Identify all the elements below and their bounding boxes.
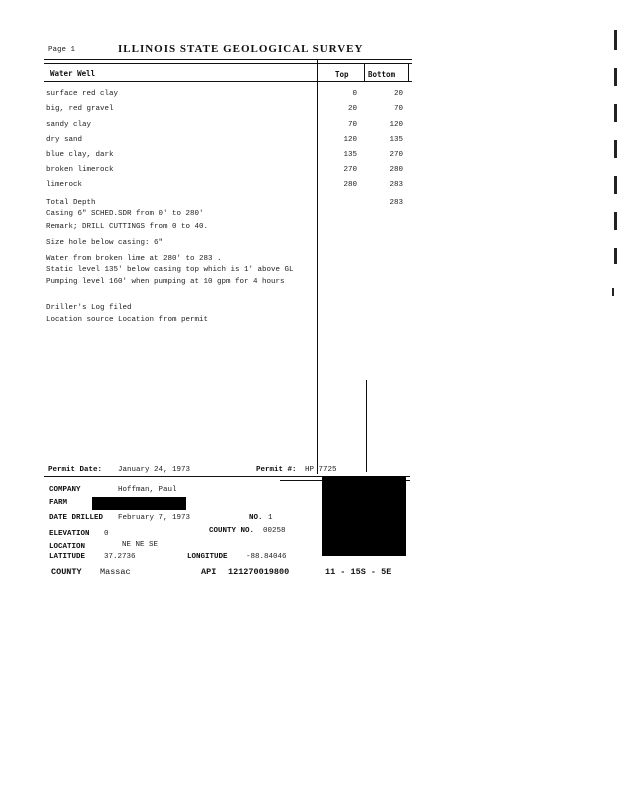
document-title: ILLINOIS STATE GEOLOGICAL SURVEY [118,43,364,55]
cuttings-note: Remark; DRILL CUTTINGS from 0 to 40. [46,223,209,231]
permit-date: January 24, 1973 [118,466,191,474]
column-header-top: Top [335,70,349,79]
strata-description: big, red gravel [46,105,114,113]
page-number: Page 1 [48,46,76,54]
latitude-value: 37.2736 [104,553,136,561]
location-label: LOCATION [49,543,86,551]
column-divider-mid [364,64,365,82]
elevation-label: ELEVATION [49,530,90,538]
county-number-value: 00258 [263,527,286,535]
strata-top: 20 [347,105,357,113]
county-number-label: COUNTY NO. [209,527,255,535]
column-divider-right [408,64,409,82]
static-level-note: Static level 135' below casing top which is 1' above GL [46,266,294,274]
strata-description: sandy clay [46,121,92,129]
scan-artifact [614,30,617,50]
redaction-block-large [322,476,406,556]
section-heading: Water Well [50,69,96,78]
strata-top: 270 [343,166,357,174]
longitude-value: -88.84046 [246,553,287,561]
scan-artifact [612,288,614,296]
strata-top: 0 [352,90,357,98]
strata-description: broken limerock [46,166,114,174]
strata-bottom: 70 [393,105,403,113]
strata-description: surface red clay [46,90,119,98]
company-label: COMPANY [49,486,81,494]
strata-bottom: 283 [389,181,403,189]
scan-artifact [614,104,617,122]
permit-number-label: Permit #: [256,466,297,474]
hole-size-note: Size hole below casing: 6" [46,239,164,247]
column-header-bottom: Bottom [368,70,396,79]
scan-artifact [614,140,617,158]
strata-top: 120 [343,136,357,144]
scan-artifact [614,248,617,264]
latitude-label: LATITUDE [49,553,86,561]
strata-top: 280 [343,181,357,189]
location-source-note: Location source Location from permit [46,316,209,324]
strata-description: limerock [46,181,83,189]
company-value: Hoffman, Paul [118,486,177,494]
strata-bottom: 280 [389,166,403,174]
total-depth-value: 283 [389,199,403,207]
api-value: 121270019800 [228,567,290,577]
strata-bottom: 120 [389,121,403,129]
scan-artifact [614,212,617,230]
column-divider-left [317,60,318,474]
strata-bottom: 270 [389,151,403,159]
header-rule [44,81,412,82]
county-value: Massac [100,567,131,577]
elevation-value: 0 [104,530,109,538]
casing-note: Casing 6" SCHED.SDR from 0' to 280' [46,210,204,218]
strata-bottom: 135 [389,136,403,144]
total-depth-label: Total Depth [46,199,96,207]
pumping-level-note: Pumping level 160' when pumping at 10 gpm for 4 hours [46,278,285,286]
township-range: 11 - 15S - 5E [325,567,392,577]
permit-date-label: Permit Date: [48,466,103,474]
well-number-label: NO. [249,514,263,522]
strata-bottom: 20 [393,90,403,98]
strata-top: 135 [343,151,357,159]
date-drilled-label: DATE DRILLED [49,514,104,522]
scan-artifact [614,176,617,194]
title-rule [44,59,412,60]
strata-description: blue clay, dark [46,151,114,159]
column-divider-inner [366,380,367,472]
longitude-label: LONGITUDE [187,553,228,561]
farm-label: FARM [49,499,68,507]
drillers-log-note: Driller's Log filed [46,304,132,312]
well-number-value: 1 [268,514,273,522]
county-label: COUNTY [51,567,82,577]
scan-artifact [614,68,617,86]
strata-description: dry sand [46,136,83,144]
date-drilled-value: February 7, 1973 [118,514,191,522]
redaction-block-farm [92,497,186,510]
location-value: NE NE SE [122,541,159,549]
strata-top: 70 [347,121,357,129]
title-rule-2 [44,63,412,64]
api-label: API [201,567,217,577]
permit-number: HP 7725 [305,466,337,474]
water-source-note: Water from broken lime at 280' to 283 . [46,255,222,263]
